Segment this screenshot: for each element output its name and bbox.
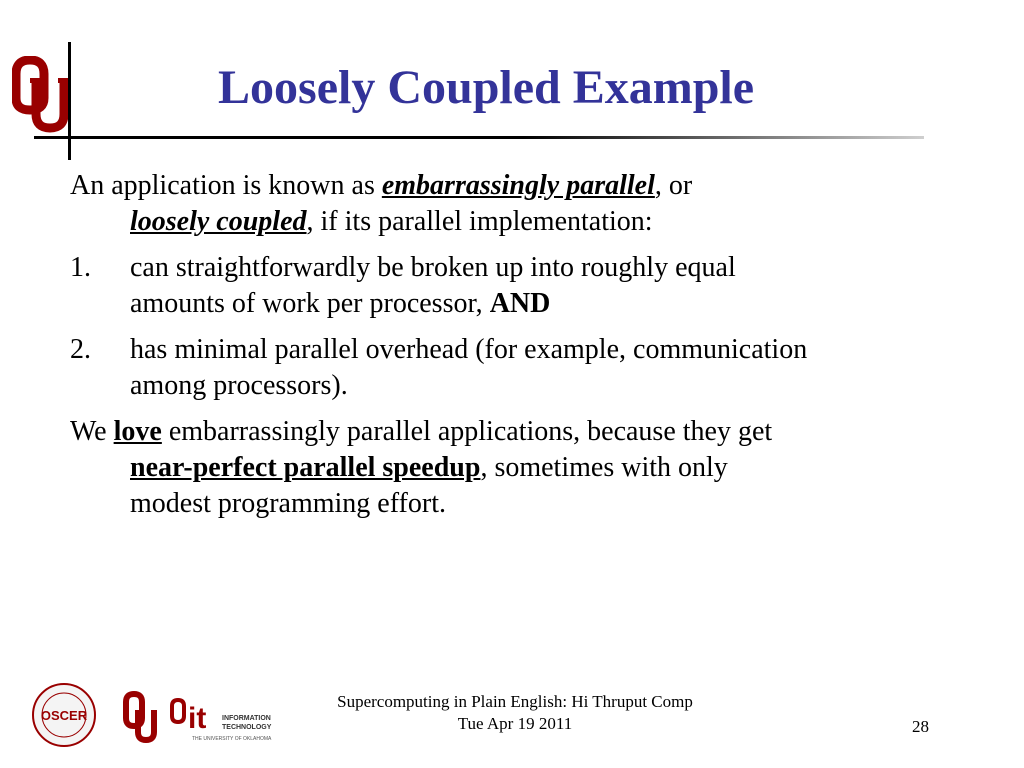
list-line: among processors). — [130, 370, 348, 401]
list-line: has minimal parallel overhead (for example, communication — [130, 334, 808, 365]
intro-paragraph — [70, 168, 970, 240]
ou-small-logo-icon — [126, 694, 154, 740]
it-info-text: INFORMATION — [222, 715, 271, 722]
list-item — [70, 250, 970, 322]
it-tech-text: TECHNOLOGY — [222, 724, 272, 731]
ou-logo-icon — [12, 56, 68, 136]
slide-title: Loosely Coupled Example — [218, 61, 755, 114]
list-line: amounts of work per processor, — [130, 288, 490, 319]
term-loosely-coupled: loosely coupled — [130, 206, 307, 237]
footer-date: Tue Apr 19 2011 — [457, 714, 573, 733]
closing-mid: embarrassingly parallel applications, because they get — [161, 416, 773, 447]
it-logo-icon — [172, 700, 272, 742]
slide-footer — [290, 691, 740, 735]
term-embarrassingly-parallel: embarrassingly parallel — [381, 170, 655, 201]
page-number: 28 — [912, 717, 929, 736]
closing-post: modest programming effort. — [130, 488, 446, 519]
title-horizontal-rule — [34, 136, 924, 139]
intro-pre: An application is known as — [70, 170, 382, 201]
closing-pre: We — [70, 416, 114, 447]
footer-logos — [22, 682, 292, 752]
list-item — [70, 332, 970, 404]
term-near-perfect-speedup: near-perfect parallel speedup — [130, 452, 481, 483]
intro-mid: , or — [654, 170, 693, 201]
list-text — [130, 332, 970, 404]
it-text: it — [188, 702, 207, 735]
closing-paragraph — [70, 414, 970, 522]
slide-body — [70, 168, 970, 532]
intro-post: , if its parallel implementation: — [306, 206, 653, 237]
oscer-seal-icon — [33, 684, 95, 746]
oscer-text: OSCER — [40, 708, 88, 723]
list-text — [130, 250, 970, 322]
footer-course-title: Supercomputing in Plain English: Hi Thruput Comp — [337, 692, 693, 711]
term-love: love — [113, 416, 162, 447]
list-line: can straightforwardly be broken up into roughly equal — [130, 252, 736, 283]
list-number: 1. — [70, 252, 91, 283]
list-number: 2. — [70, 334, 91, 365]
title-vertical-rule — [68, 42, 71, 160]
and-keyword: AND — [489, 288, 551, 319]
it-univ-text: THE UNIVERSITY OF OKLAHOMA — [192, 736, 272, 742]
closing-mid2: , sometimes with only — [480, 452, 728, 483]
